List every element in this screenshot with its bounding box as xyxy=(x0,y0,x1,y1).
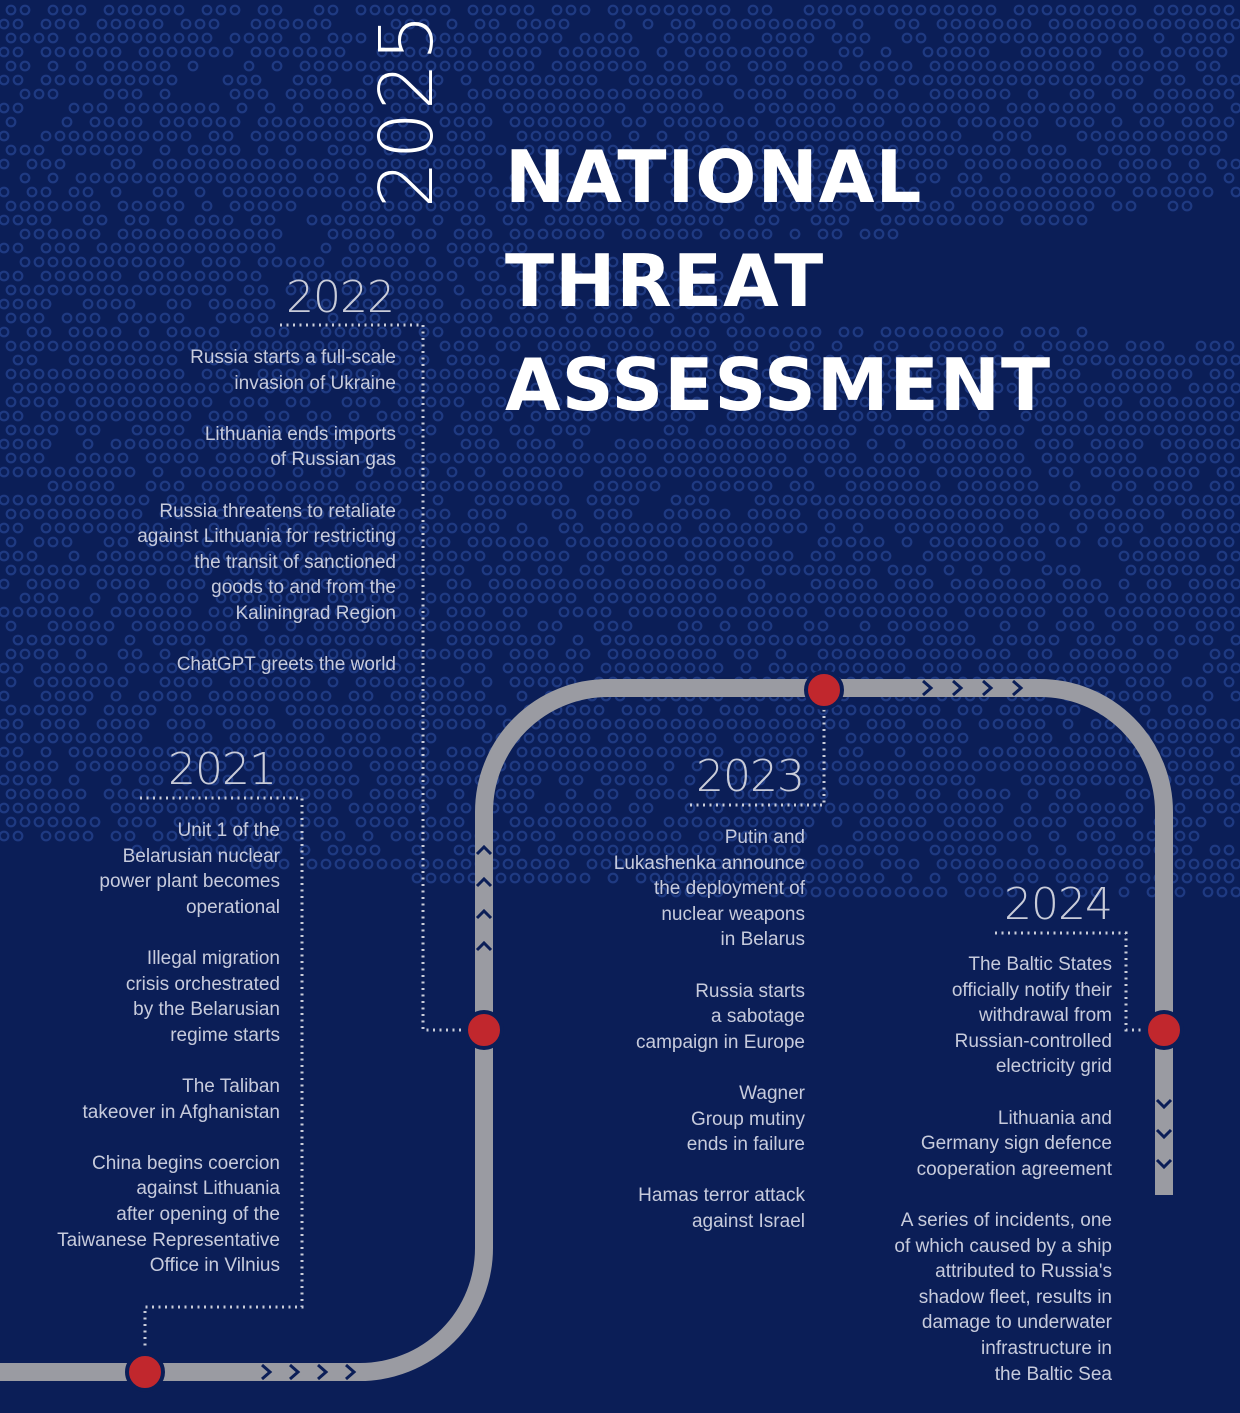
event-item: The Taliban takeover in Afghanistan xyxy=(82,1075,280,1123)
report-year-text: 2025 xyxy=(364,11,450,209)
marker-2021 xyxy=(127,1354,163,1390)
marker-2022 xyxy=(466,1012,502,1048)
year-2021-label: 2021 xyxy=(168,744,276,795)
year-2024-label: 2024 xyxy=(1004,879,1112,930)
arrow-tip-icon xyxy=(1155,1196,1173,1204)
marker-2024 xyxy=(1146,1012,1182,1048)
events-2021 xyxy=(0,818,280,1304)
event-item: Lithuania and Germany sign defence cooperation agreement xyxy=(916,1107,1112,1180)
report-year xyxy=(364,8,450,213)
event-item: Wagner Group mutiny ends in failure xyxy=(686,1082,805,1156)
event-item: Putin and Lukashenka announce the deployment of nuclear weapons in Belarus xyxy=(613,827,805,951)
events-2022 xyxy=(36,345,396,703)
title-line-1: NATIONAL xyxy=(505,135,923,219)
marker-2023 xyxy=(806,672,842,708)
event-item: ChatGPT greets the world xyxy=(176,654,396,676)
event-item: Russia threatens to retaliate against Lithuania for restricting the transit of sanctioned goods to and from the Kaliningrad Region xyxy=(137,500,396,624)
title-line-3: ASSESSMENT xyxy=(505,343,1052,427)
event-item: Russia starts a full-scale invasion of Ukraine xyxy=(190,347,396,394)
year-2022-label: 2022 xyxy=(286,272,394,323)
event-item: The Baltic States officially notify their withdrawal from Russian-controlled electricity grid xyxy=(951,954,1112,1078)
events-2023 xyxy=(545,825,805,1260)
event-item: A series of incidents, one of which caused by a ship attributed to Russia's shadow fleet, results in damage to underwater infrastructure in the Baltic Sea xyxy=(894,1209,1112,1385)
event-item: China begins coercion against Lithuania after opening of the Taiwanese Representative Office in Vilnius xyxy=(57,1152,280,1277)
event-item: Russia starts a sabotage campaign in Europe xyxy=(636,980,805,1053)
title-line-2: THREAT xyxy=(505,239,825,323)
event-item: Unit 1 of the Belarusian nuclear power plant becomes operational xyxy=(99,820,280,918)
events-2024 xyxy=(822,952,1112,1413)
event-item: Illegal migration crisis orchestrated by the Belarusian regime starts xyxy=(125,947,280,1046)
year-2023-label: 2023 xyxy=(696,751,804,802)
event-item: Hamas terror attack against Israel xyxy=(638,1185,805,1232)
event-item: Lithuania ends imports of Russian gas xyxy=(204,423,396,471)
page-title xyxy=(505,125,1051,437)
